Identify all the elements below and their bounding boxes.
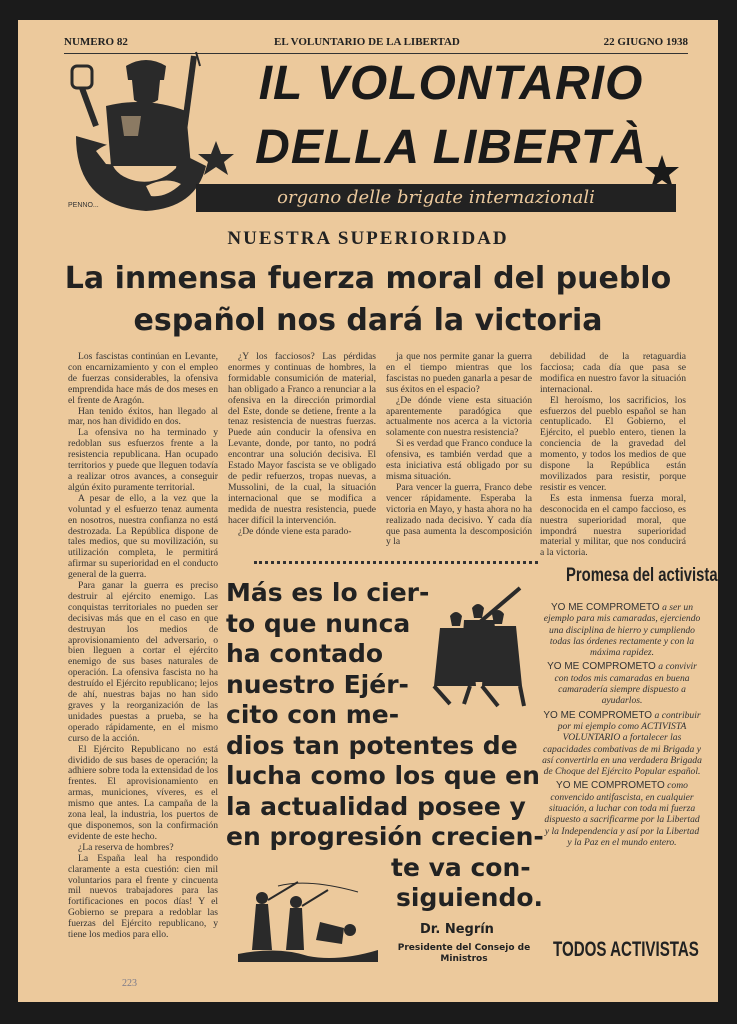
soldiers-illustration — [420, 586, 530, 716]
todos-activistas: TODOS ACTIVISTAS — [553, 938, 699, 961]
masthead-subtitle: organo delle brigate internazionali — [196, 184, 676, 212]
quote-line: Más es lo cier- — [226, 578, 430, 607]
article-column-1 — [68, 352, 218, 972]
promesa-text: a convivir con todos mis camaradas en buena camaradería siempre dispuesto a ayudarlos. — [554, 661, 697, 707]
quote-line: la actualidad posee y — [226, 791, 526, 821]
paragraph: La ofensiva no ha terminado y redoblan sus esfuerzos frente a la resistencia republicana. Han ocupado territorios y puede que lleguen todavía a realizar otros avances, a conseguir algún éxito puramente territorial. — [68, 427, 218, 493]
section-divider — [254, 561, 538, 564]
promesa-text: a contribuir por mi ejemplo como ACTIVISTA VOLUNTARIO a fortalecer las capacidades combativas de mi Brigada y así convertirla en una verdadera Brigada de Choque del Ejército Popular español. — [542, 709, 702, 778]
running-head — [64, 34, 688, 52]
paragraph: ¿De dónde viene esta situación aparentemente paradógica que actualmente nos acerca a la victoria solamente con nuestra resistencia? — [386, 394, 532, 439]
masthead-title-line2: DELLA LIBERTÀ — [255, 121, 647, 174]
quote-line: dios tan potentes de — [226, 730, 518, 760]
promesa-text: como convencido antifascista, en cualquier situación, a luchar con toda mi fuerza dispuesto a sacrificarme por la Libertad y la Independencia y así por la Libertad y la Paz en el mundo entero. — [544, 780, 700, 848]
promesa-item — [542, 780, 702, 848]
paragraph: ¿De dónde viene esta parado- — [238, 525, 352, 537]
quote-line: lucha como los que en — [226, 761, 540, 790]
quote-line: te va con- — [391, 852, 531, 882]
paper-name: EL VOLUNTARIO DE LA LIBERTAD — [274, 36, 460, 48]
quote-line: to que nunca — [226, 608, 411, 638]
quote-line: nuestro Ejér- — [226, 669, 409, 699]
promesa-lead: YO ME COMPROMETO — [550, 602, 660, 613]
paragraph: El Ejército Republicano no está dividido de sus bases de operación; la adhiere sobre toda la extensidad de los frentes. El aprovisionamiento en armas, municiones, víveres, es el mismo que antes. La campaña de la zona leal, la industria, los puertos de que disponemos, son la confirmación evidente de este hecho. — [68, 743, 218, 842]
article-column-3 — [386, 352, 532, 550]
paragraph: El heroísmo, los sacrificios, los esfuerzos del pueblo español se han centuplicado. El Gobierno, el Ejército, el pueblo entero, tienen la conciencia de la gravedad del momento, y todos los medios de que dispone la República están movilizados para resistir, porque resistir es vencer. — [540, 394, 686, 493]
promesa-item — [542, 602, 702, 658]
masthead-title — [216, 57, 686, 174]
quote-line: en progresión crecien- — [226, 822, 544, 851]
battle-illustration — [238, 880, 378, 962]
quote-author: Dr. Negrín — [420, 922, 494, 937]
quote-author-title: Presidente del Consejo de Ministros — [397, 943, 531, 964]
paragraph: Los fascistas continúan en Levante, con encarnizamiento y con el empleo de fuerzas considerables, la ofensiva emprendida hace más de dos meses en el frente de Aragón. — [68, 351, 218, 406]
paragraph: debilidad de la retaguardia facciosa; cada día que pasa se modifica en nuestro favor la situación internacional. — [540, 351, 686, 395]
article-column-2 — [228, 352, 376, 550]
quote-line: siguiendo. — [396, 883, 544, 912]
masthead-title-line1: IL VOLONTARIO — [258, 57, 644, 110]
paragraph: ¿La reserva de hombres? — [78, 841, 174, 853]
paragraph: Han tenido éxitos, han llegado al mar, nos han dividido en dos. — [68, 405, 218, 428]
headline-line2: español nos dará la victoria — [133, 303, 603, 338]
promesa-lead: YO ME COMPROMETO — [556, 780, 665, 792]
paragraph: ¿Y los facciosos? Las pérdidas enormes y continuas de hombres, la formidable consumición de material, han obligado a Franco a renunciar a la ofensiva en la dirección primordial del Este, donde se detiene, frente a la tenaz resistencia de nuestras fuerzas. Puede aún conducir la ofensiva en Levante, donde, por tanto, no podrá encontrar una solución decisiva. El Estado Mayor fascista se ve obligado de pedir refuerzos, tropas nuevas, a Mussolini, de la cual, la situación internacional que se modifica a medida de nuestra resistencia, puede hacer difícil la intervención. — [228, 351, 376, 526]
paragraph: Si es verdad que Franco conduce la ofensiva, es también verdad que a esta iniciativa está obligado por su misma situación. — [386, 438, 532, 482]
newspaper-page — [18, 20, 718, 1002]
paragraph: ja que nos permite ganar la guerra en el tiempo mientras que los fascistas no pueden ganarla a pesar de sus éxitos en el espacio? — [386, 351, 532, 395]
paragraph: La España leal ha respondido claramente a esta cuestión: cien mil voluntarios para el frente y cincuenta mil nuevos trabajadores para las fortificaciones en pocos días! Y el Gobierno se prepara a redoblar las fuerzas del Ejército republicano, y tiene los medios para ello. — [68, 852, 218, 941]
promesa-lead: YO ME COMPROMETO — [543, 709, 653, 721]
quote-line: ha contado — [226, 639, 384, 668]
paragraph: Para ganar la guerra es preciso destruir al ejército enemigo. Las conquistas territoriales no pueden ser decisivas más que en el caso en que destruyan los medios de aprovisionamiento del adversario, o bien lleguen a cortar el ejército enemigo de sus bases naturales de operación. La ofensiva fascista no ha destruído el Ejército republicano; lejos de ahí, nuestras bajas no han sido graves y la reorganización de las unidades puestas a prueba, se ha operado rápidamente, en el mismo curso de la acción. — [68, 580, 218, 744]
paragraph: Es esta inmensa fuerza moral, desconocida en el campo faccioso, es nuestra superioridad moral, que impondrá nuestra superioridad material y militar, que nos conducirá a la victoria. — [540, 492, 686, 559]
promesa-text: a ser un ejemplo para mis camaradas, ejerciendo una disciplina de hierro y cumpliendo todas las órdenes rectamente y con la máxima rapidez. — [543, 602, 701, 659]
quote-line: cito con me- — [226, 700, 400, 729]
promesa-item — [542, 661, 702, 706]
paragraph: Para vencer la guerra, Franco debe vencer rápidamente. Esperaba la victoria en Mayo, y hasta ahora no ha realizado nada decisivo. Y cada día que pasa aumenta la descomposición y la — [386, 481, 532, 548]
headline-line1: La inmensa fuerza moral del pueblo — [64, 261, 672, 296]
promesa-title: Promesa del activista — [566, 565, 718, 586]
promesa-lead: YO ME COMPROMETO — [547, 661, 656, 673]
header-rule — [64, 53, 688, 54]
paragraph: A pesar de ello, a la vez que la voluntad y el esfuerzo tenaz aumenta en nosotros, nuestra confianza no está destrozada. La República dispone de tales medios, que su movilización, su utilización completa, le permitirá afirmar su superioridad en el conducto general de la guerra. — [68, 492, 218, 581]
masthead — [66, 56, 686, 218]
article-column-4 — [540, 351, 686, 559]
pencil-annotation: 223 — [122, 978, 137, 989]
article-headline — [38, 258, 698, 342]
issue-number: NUMERO 82 — [64, 36, 128, 48]
promesa-list — [542, 602, 702, 851]
article-kicker: NUESTRA SUPERIORIDAD — [227, 228, 509, 249]
issue-date: 22 GIUGNO 1938 — [603, 36, 688, 48]
promesa-item — [542, 710, 702, 778]
artist-signature: PENNO... — [68, 202, 99, 209]
